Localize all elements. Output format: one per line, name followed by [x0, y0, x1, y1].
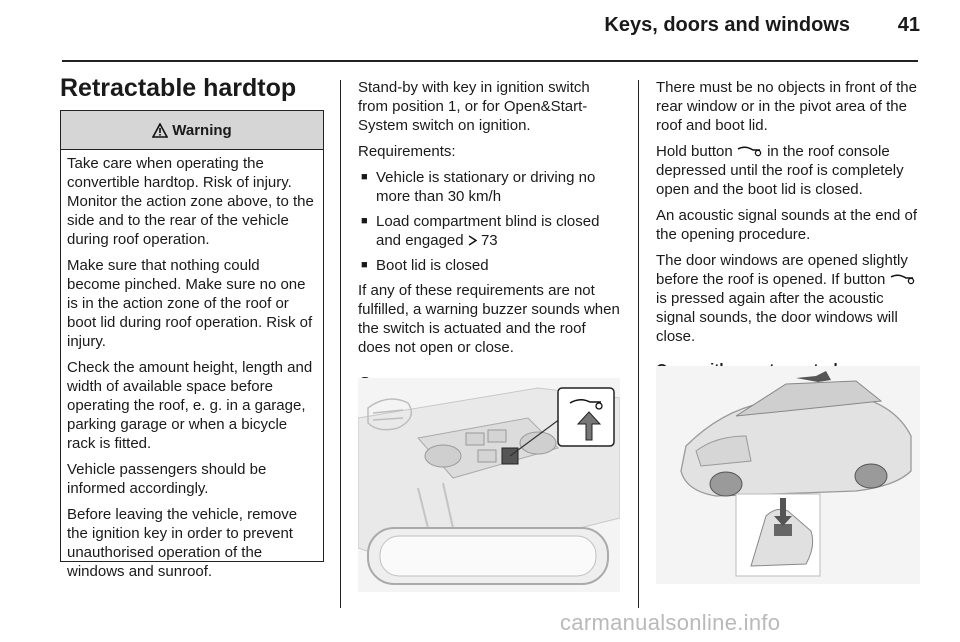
- warning-header: [61, 111, 323, 150]
- column-3: [656, 78, 920, 379]
- warning-paragraph: Before leaving the vehicle, remove the ignition key in order to prevent unauthorised operation of the windows and sunroof.: [67, 506, 298, 580]
- warning-paragraph: Vehicle passengers should be informed accordingly.: [67, 461, 267, 497]
- column-divider-1: [340, 80, 341, 608]
- roof-open-icon: [737, 145, 763, 157]
- column-divider-2: [638, 80, 639, 608]
- requirements-label: Requirements:: [358, 143, 456, 160]
- warning-box: [60, 110, 324, 580]
- header-divider: [62, 60, 918, 62]
- page-reference[interactable]: 73: [480, 232, 498, 249]
- roof-open-icon: [890, 273, 916, 285]
- page-number: 41: [897, 14, 920, 36]
- warning-triangle-icon: [152, 123, 168, 138]
- door-windows-paragraph: The door windows are opened slightly before the roof is opened. If button is pressed again after the acoustic signal sounds, the door windows will close.: [656, 251, 920, 346]
- standby-paragraph: Stand-by with key in ignition switch from position 1, or for Open&Start-System switch on ignition.: [358, 79, 590, 134]
- requirement-item: ■ Boot lid is closed: [358, 256, 620, 275]
- objects-paragraph: There must be no objects in front of the rear window or in the pivot area of the roof and boot lid.: [656, 79, 917, 134]
- running-header-title: Keys, doors and windows: [604, 14, 850, 36]
- requirement-item: ■ Load compartment blind is closed and engaged 73: [358, 212, 620, 250]
- warning-body: [61, 150, 323, 581]
- warning-paragraph: Check the amount height, length and width of available space before operating the roof, e. g. in a garage, parking garage or when a bicycle rack is fitted.: [67, 359, 313, 452]
- acoustic-paragraph: An acoustic signal sounds at the end of the opening procedure.: [656, 207, 918, 243]
- column-2: [358, 78, 620, 394]
- requirements-list: [358, 168, 620, 275]
- requirement-item: ■ Vehicle is stationary or driving no more than 30 km/h: [358, 168, 620, 206]
- warning-title: Warning: [172, 121, 232, 139]
- watermark: carmanualsonline.info: [560, 610, 781, 635]
- warning-paragraph: Take care when operating the convertible hardtop. Risk of injury. Monitor the action zone above, to the side and to the rear of the vehicle during roof operation.: [67, 155, 314, 248]
- warning-paragraph: Make sure that nothing could become pinched. Make sure no one is in the action zone of the roof or boot lid during roof operation. Risk of injury.: [67, 257, 313, 350]
- hold-button-paragraph: Hold button in the roof console depressed until the roof is completely open and the boot lid is closed.: [656, 143, 904, 198]
- buzzer-paragraph: If any of these requirements are not fulfilled, a warning buzzer sounds when the switch is actuated and the roof does not open or close.: [358, 282, 620, 356]
- page-reference-icon: [468, 235, 477, 246]
- roof-console-illustration: [358, 378, 620, 592]
- section-title: Retractable hardtop: [60, 74, 297, 102]
- remote-control-illustration: [656, 366, 920, 584]
